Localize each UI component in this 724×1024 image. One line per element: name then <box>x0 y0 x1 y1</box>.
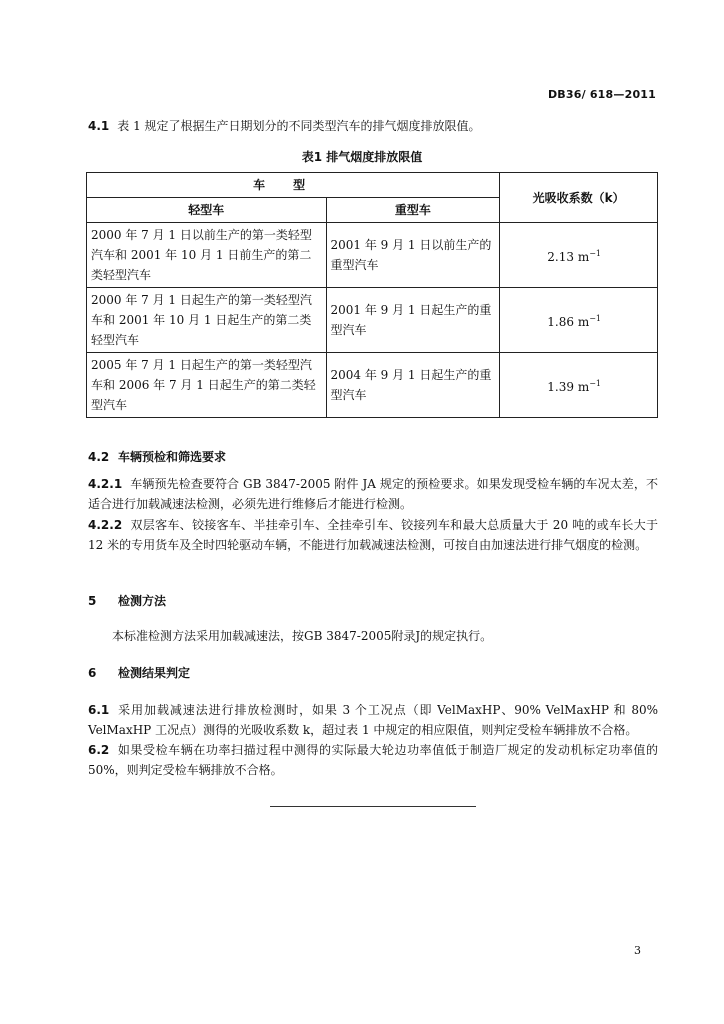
table-header-row <box>87 173 658 198</box>
light-vehicle-cell: 2000 年 7 月 1 日起生产的第一类轻型汽车和 2001 年 10 月 1 日起生产的第二类轻型汽车 <box>87 288 327 353</box>
clause-text: 表 1 规定了根据生产日期划分的不同类型汽车的排气烟度排放限值。 <box>117 119 481 133</box>
table-row <box>87 288 658 353</box>
light-vehicle-cell: 2000 年 7 月 1 日以前生产的第一类轻型汽车和 2001 年 10 月 1 日前生产的第二类轻型汽车 <box>87 223 327 288</box>
k-unit: $m^{-1}$ <box>577 378 601 394</box>
k-unit: $m^{-1}$ <box>577 313 601 329</box>
clause-4-2-2 <box>88 515 658 555</box>
clause-text: 采用加载减速法进行排放检测时，如果 3 个工况点（即 VelMaxHP、90% VelMaxHP 和 80% VelMaxHP 工况点）测得的光吸收系数 k，超过表 1 中规定的相应限值，则判定受检车辆排放不合格。 <box>88 703 658 737</box>
emission-limits-table <box>86 172 658 418</box>
clause-number: 6.1 <box>88 703 110 717</box>
clause-4-1 <box>88 116 658 136</box>
clause-text: 双层客车、铰接客车、半挂牵引车、全挂牵引车、铰接列车和最大总质量大于 20 吨的或车长大于 12 米的专用货车及全时四轮驱动车辆，不能进行加载减速法检测，可按自由加速法进行排气烟度的检测。 <box>88 518 658 552</box>
k-unit: $m^{-1}$ <box>577 248 601 264</box>
clause-6-2 <box>88 740 658 780</box>
section-number: 4.2 <box>88 450 110 464</box>
section-number: 6 <box>88 666 97 680</box>
heavy-vehicle-cell: 2001 年 9 月 1 日起生产的重型汽车 <box>326 288 500 353</box>
end-of-text-divider <box>270 806 476 807</box>
section-title: 车辆预检和筛选要求 <box>118 450 227 464</box>
clause-text: 车辆预先检查要符合 GB 3847-2005 附件 JA 规定的预检要求。如果发现受检车辆的车况太差，不适合进行加载减速法检测，必须先进行维修后才能进行检测。 <box>88 477 658 511</box>
header-heavy-vehicle: 重型车 <box>326 198 500 223</box>
clause-number: 4.1 <box>88 119 110 133</box>
header-absorption-coefficient: 光吸收系数（k） <box>500 173 658 223</box>
table-caption: 表1 排气烟度排放限值 <box>301 150 423 164</box>
section-6-heading <box>88 664 190 681</box>
clause-number: 4.2.1 <box>88 477 123 491</box>
heavy-vehicle-cell: 2004 年 9 月 1 日起生产的重型汽车 <box>326 353 500 418</box>
clause-4-2-1 <box>88 474 658 514</box>
clause-text: 如果受检车辆在功率扫描过程中测得的实际最大轮边功率值低于制造厂规定的发动机标定功率值的 50%，则判定受检车辆排放不合格。 <box>88 743 658 777</box>
section-title: 检测方法 <box>118 594 167 608</box>
k-value-cell <box>500 288 658 353</box>
header-light-vehicle: 轻型车 <box>87 198 327 223</box>
section-number: 5 <box>88 594 97 608</box>
k-value: 2.13 <box>547 249 574 264</box>
k-value-cell <box>500 223 658 288</box>
light-vehicle-cell: 2005 年 7 月 1 日起生产的第一类轻型汽车和 2006 年 7 月 1 日起生产的第二类轻型汽车 <box>87 353 327 418</box>
clause-6-1 <box>88 700 658 740</box>
table-row <box>87 223 658 288</box>
table-row <box>87 353 658 418</box>
heavy-vehicle-cell: 2001 年 9 月 1 日以前生产的重型汽车 <box>326 223 500 288</box>
k-value: 1.39 <box>547 379 574 394</box>
section-5-heading <box>88 592 166 609</box>
section-5-body: 本标准检测方法采用加载减速法，按GB 3847-2005附录J的规定执行。 <box>112 629 493 643</box>
clause-number: 6.2 <box>88 743 110 757</box>
page-number: 3 <box>634 944 641 957</box>
section-title: 检测结果判定 <box>118 666 191 680</box>
clause-number: 4.2.2 <box>88 518 123 532</box>
standard-code-header: DB36/ 618—2011 <box>547 88 656 101</box>
k-value-cell <box>500 353 658 418</box>
section-4-2-heading <box>88 448 226 465</box>
header-vehicle-type: 车型 <box>87 173 500 198</box>
k-value: 1.86 <box>547 314 574 329</box>
